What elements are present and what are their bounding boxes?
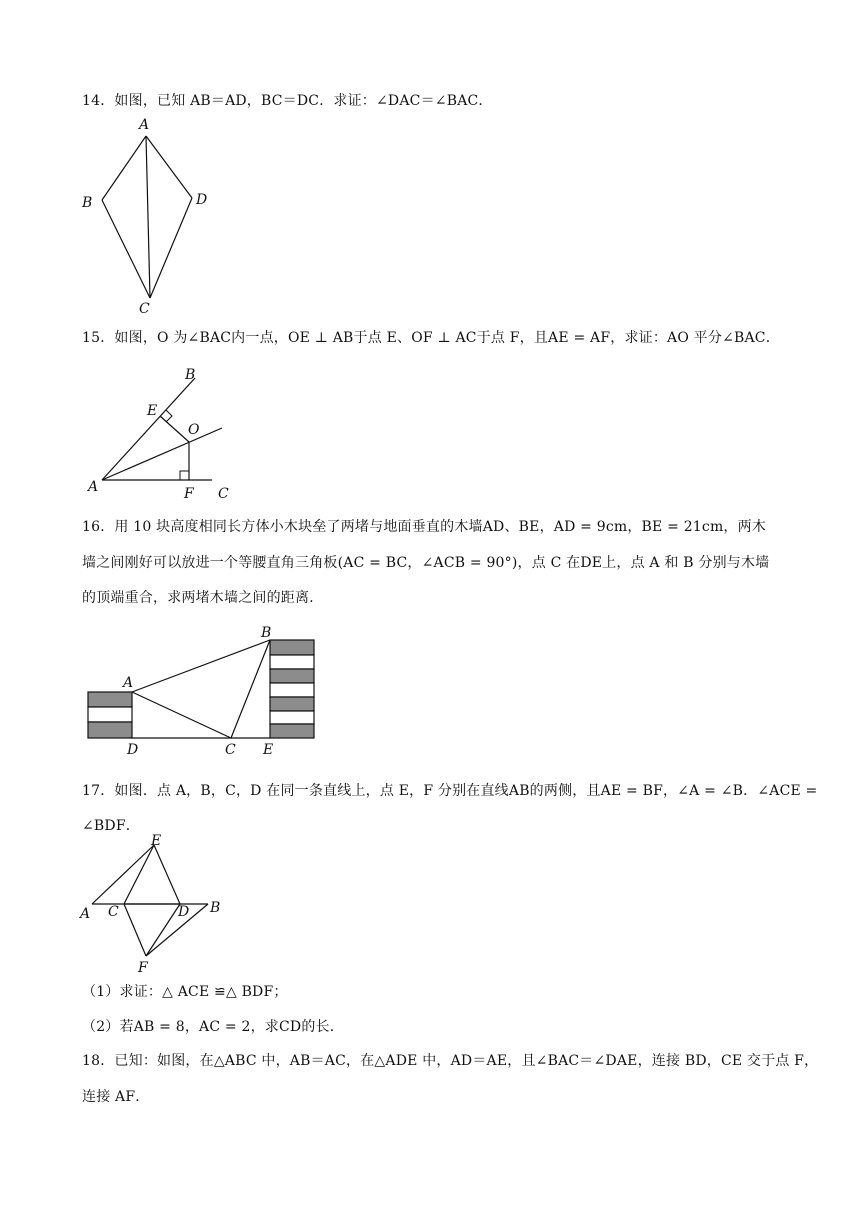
q16-line-1: 16．用 10 块高度相同长方体小木块垒了两堵与地面垂直的木墙AD、BE，AD = 9cm，BE = 21cm，两木 xyxy=(82,519,767,535)
q15-label-a: A xyxy=(88,479,99,495)
q14-label-c: C xyxy=(139,301,150,317)
q15-label-e: E xyxy=(147,403,158,419)
q14-text: 14．如图，已知 AB＝AD，BC＝DC．求证：∠DAC＝∠BAC． xyxy=(82,93,493,109)
q16-wall-figure xyxy=(80,620,330,760)
q14-label-a: A xyxy=(139,117,150,133)
q17-line-1: 17．如图．点 A，B，C，D 在同一条直线上，点 E，F 分别在直线AB的两侧，且AE = BF，∠A = ∠B．∠ACE = xyxy=(82,783,818,799)
q14-label-b: B xyxy=(82,195,93,211)
q16-label-d: D xyxy=(127,742,139,758)
q16-label-e: E xyxy=(263,742,274,758)
q17-figure xyxy=(76,830,236,980)
q17-label-b: B xyxy=(210,900,221,916)
q15-angle-figure xyxy=(82,360,252,505)
q16-label-c: C xyxy=(225,742,236,758)
q16-label-b: B xyxy=(261,625,272,641)
q15-text: 15．如图，O 为∠BAC内一点，OE ⊥ AB于点 E、OF ⊥ AC于点 F，且AE = AF，求证：AO 平分∠BAC． xyxy=(82,330,780,346)
q16-line-3: 的顶端重合，求两堵木墙之间的距离． xyxy=(82,590,324,606)
q17-label-c: C xyxy=(108,904,119,920)
right-wall xyxy=(270,640,314,738)
q14-kite-figure xyxy=(78,112,218,317)
q15-label-f: F xyxy=(184,486,194,502)
q16-label-a: A xyxy=(123,675,134,691)
q17-label-d: D xyxy=(178,904,190,920)
q14-label-d: D xyxy=(196,192,208,208)
q17-label-a: A xyxy=(80,906,91,922)
q15-label-o: O xyxy=(188,422,200,438)
q18-line-1: 18．已知：如图，在△ABC 中，AB＝AC，在△ADE 中，AD＝AE，且∠BAC＝∠DAE，连接 BD，CE 交于点 F， xyxy=(82,1053,819,1069)
q15-label-b: B xyxy=(185,367,196,383)
q17-line-2: ∠BDF． xyxy=(82,818,140,834)
q18-line-2: 连接 AF． xyxy=(82,1089,150,1105)
q17-part-2: （2）若AB = 8，AC = 2，求CD的长． xyxy=(82,1019,344,1035)
q16-line-2: 墙之间刚好可以放进一个等腰直角三角板(AC = BC，∠ACB = 90°)，点 C 在DE上，点 A 和 B 分别与木墙 xyxy=(82,555,770,571)
q15-label-c: C xyxy=(218,486,229,502)
q17-label-e: E xyxy=(151,833,162,849)
q17-part-1: （1）求证：△ ACE ≌△ BDF； xyxy=(82,984,288,1000)
q17-label-f: F xyxy=(138,960,148,976)
left-wall xyxy=(88,692,132,738)
